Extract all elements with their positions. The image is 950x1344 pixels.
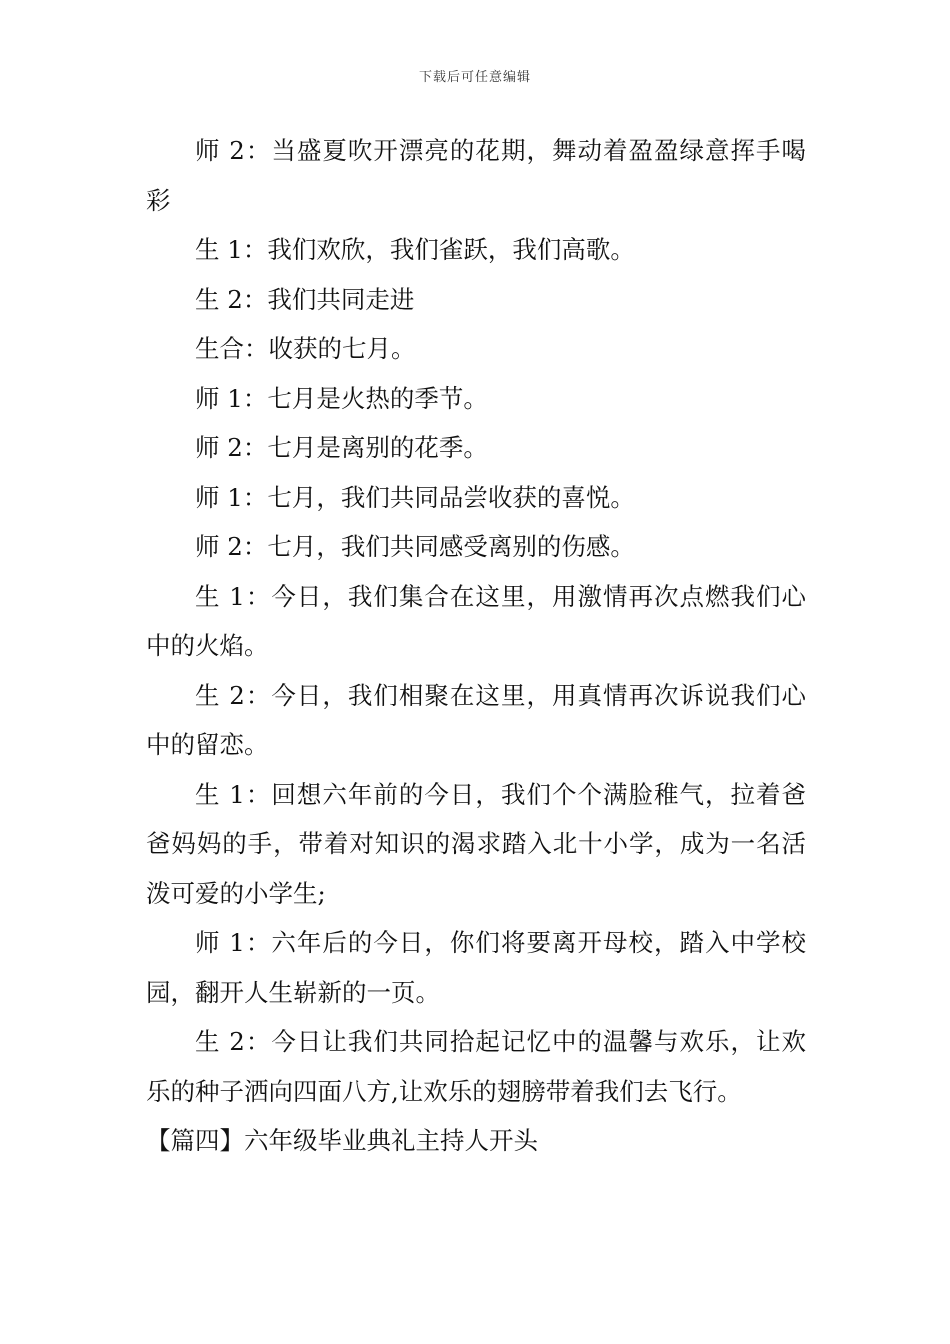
paragraph: 生 2：今日，我们相聚在这里，用真情再次诉说我们心中的留恋。 [146,680,806,759]
paragraph: 生 1：我们欢欣，我们雀跃，我们高歌。 [195,235,635,264]
paragraph: 师 1：七月，我们共同品尝收获的喜悦。 [195,482,635,512]
paragraph: 师 2：当盛夏吹开漂亮的花期，舞动着盈盈绿意挥手喝彩 [146,136,806,215]
paragraph: 生 2：我们共同走进 [195,284,415,314]
paragraph: 生 1：回想六年前的今日，我们个个满脸稚气，拉着爸爸妈妈的手，带着对知识的渴求踏入北十小学，成为一名活泼可爱的小学生; [146,779,806,908]
paragraph: 生 2：今日让我们共同拾起记忆中的温馨与欢乐，让欢乐的种子洒向四面八方,让欢乐的翅膀带着我们去飞行。 [146,1027,806,1106]
paragraph: 师 2：七月是离别的花季。 [195,433,488,462]
paragraph: 师 1：七月是火热的季节。 [195,383,488,413]
paragraph: 生 1：今日，我们集合在这里，用激情再次点燃我们心中的火焰。 [146,581,806,660]
paragraph: 师 2：七月，我们共同感受离别的伤感。 [195,532,635,561]
page-header: 下载后可任意编辑 [418,70,531,85]
paragraph: 生合：收获的七月。 [195,334,416,363]
section-heading: 【篇四】六年级毕业典礼主持人开头 [146,1126,538,1155]
document-body [146,126,806,1166]
paragraph: 师 1：六年后的今日，你们将要离开母校，踏入中学校园，翻开人生崭新的一页。 [146,928,806,1007]
